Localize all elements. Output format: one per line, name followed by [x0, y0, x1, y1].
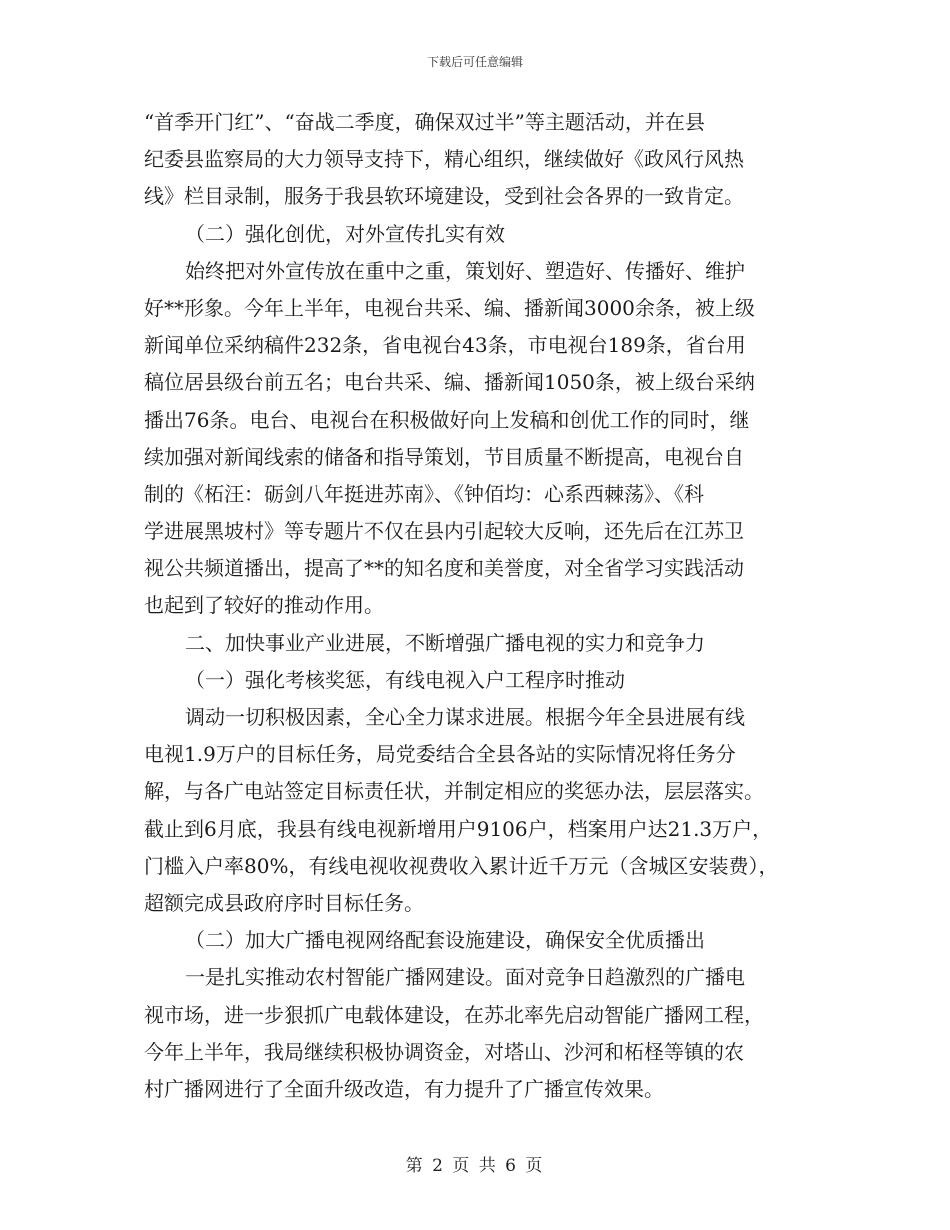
document-body: [0, 104, 950, 1108]
body-line: 村广播网进行了全面升级改造，有力提升了广播宣传效果。: [144, 1076, 664, 1101]
body-line: 今年上半年，我局继续积极协调资金，对塔山、沙河和柘柽等镇的农: [144, 1039, 744, 1064]
paragraph-first-line: 始终把对外宣传放在重中之重，策划好、塑造好、传播好、维护: [185, 258, 745, 283]
section-subheading: （二）加大广播电视网络配套设施建设，确保安全优质播出: [185, 928, 705, 953]
page-number-footer: 第 2 页 共 6 页: [405, 1156, 545, 1176]
body-line: 也起到了较好的推动作用。: [144, 593, 384, 618]
body-line: 学进展黑坡村》等专题片不仅在县内引起较大反响，还先后在江苏卫: [144, 519, 744, 544]
body-line: 视公共频道播出，提高了**的知名度和美誉度，对全省学习实践活动: [144, 556, 744, 581]
body-line: 制的《柘汪：砺剑八年挺进苏南》、《钟佰均：心系西棘荡》、《科: [144, 481, 704, 506]
body-line: 续加强对新闻线索的储备和指导策划，节目质量不断提高，电视台自: [144, 444, 744, 469]
body-line: 好**形象。今年上半年，电视台共采、编、播新闻3000余条，被上级: [144, 295, 755, 320]
section-subheading: （二）强化创优，对外宣传扎实有效: [185, 221, 505, 246]
body-line: 视市场，进一步狠抓广电载体建设，在苏北率先启动智能广播网工程，: [144, 1002, 764, 1027]
body-line: 电视1.9万户的目标任务，局党委结合全县各站的实际情况将任务分: [144, 742, 736, 767]
body-line: 线》栏目录制，服务于我县软环境建设，受到社会各界的一致肯定。: [144, 184, 744, 209]
body-line: 纪委县监察局的大力领导支持下，精心组织，继续做好《政风行风热: [144, 147, 744, 172]
body-line: 播出76条。电台、电视台在积极做好向上发稿和创优工作的同时，继: [144, 407, 750, 432]
section-subheading: （一）强化考核奖惩，有线电视入户工程序时推动: [185, 667, 625, 692]
body-line: 门槛入户率80%，有线电视收视费收入累计近千万元（含城区安装费），: [144, 853, 779, 878]
body-line: 超额完成县政府序时目标任务。: [144, 890, 424, 915]
body-line: 新闻单位采纳稿件232条，省电视台43条，市电视台189条，省台用: [144, 333, 746, 358]
body-line: “首季开门红”、“奋战二季度，确保双过半”等主题活动，并在县: [144, 110, 705, 134]
paragraph-first-line: 一是扎实推动农村智能广播网建设。面对竞争日趋激烈的广播电: [185, 965, 745, 990]
body-line: 解，与各广电站签定目标责任状，并制定相应的奖惩办法，层层落实。: [144, 779, 764, 804]
body-line: 截止到6月底，我县有线电视新增用户9106户，档案用户达21.3万户，: [144, 816, 773, 841]
page-header-note: 下载后可任意编辑: [426, 55, 523, 69]
body-line: 稿位居县级台前五名；电台共采、编、播新闻1050条，被上级台采纳: [144, 370, 755, 395]
paragraph-first-line: 调动一切积极因素，全心全力谋求进展。根据今年全县进展有线: [185, 705, 745, 729]
section-heading: 二、加快事业产业进展，不断增强广播电视的实力和竞争力: [185, 630, 705, 655]
